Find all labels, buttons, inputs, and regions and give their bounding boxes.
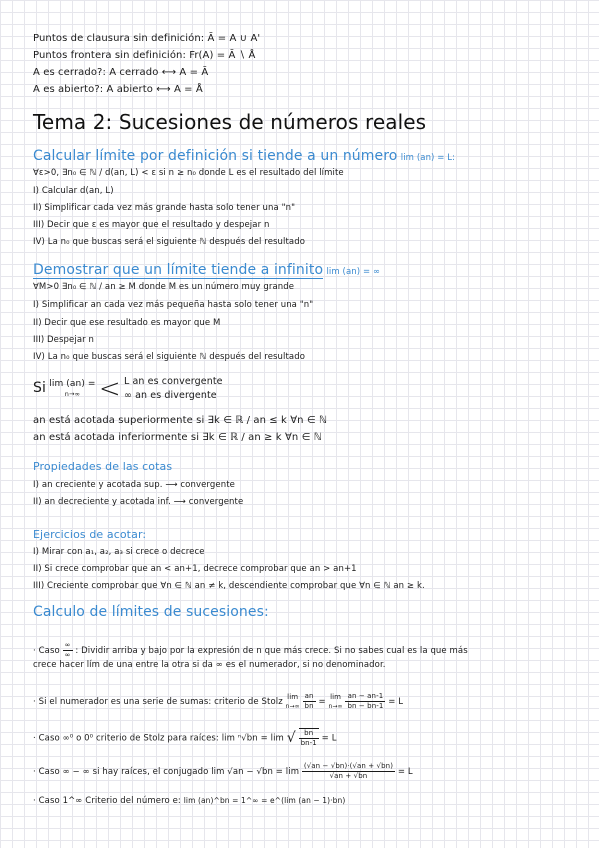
caso-1-den: ∞	[64, 651, 71, 659]
stolz-fraction-1	[303, 692, 316, 711]
section-4-item-3: III) Creciente comprobar que ∀n ∈ ℕ an ≠ k, descendiente comprobar que ∀n ∈ ℕ an ≥ k.	[33, 581, 425, 591]
section-2-heading	[33, 262, 380, 278]
caso-1-num: ∞	[64, 641, 71, 649]
limit-cases-case-2: ∞ an es divergente	[124, 390, 217, 401]
section-2-heading-math: lim (an) = ∞	[326, 267, 381, 277]
caso-e-line	[33, 796, 345, 806]
intro-line-1: Puntos de clausura sin definición: Ā = A ∪ A'	[33, 33, 261, 44]
bounded-superior: an está acotada superiormente si ∃k ∈ ℝ / an ≤ k ∀n ∈ ℕ	[33, 415, 328, 426]
section-1-step-1: I) Calcular d(an, L)	[33, 186, 114, 196]
section-1-step-4: IV) La n₀ que buscas será el siguiente ℕ después del resultado	[33, 237, 306, 247]
limit-cases-lim: lim (an) =	[49, 379, 96, 389]
section-1-heading	[33, 148, 455, 164]
caso-conj-num: (√an − √bn)·(√an + √bn)	[303, 762, 394, 770]
caso-roots-text: · Caso ∞⁰ o 0⁰ criterio de Stolz para raíces:	[33, 733, 219, 744]
limit-cases-sub: n→∞	[64, 390, 81, 398]
caso-1-text-2: crece hacer lím de una entre la otra si da ∞ es el numerador, si no denominador.	[33, 660, 386, 670]
stolz-text: · Si el numerador es una serie de sumas: criterio de Stolz	[33, 697, 283, 707]
caso-conj-text: · Caso ∞ − ∞ si hay raíces, el conjugado	[33, 767, 209, 777]
section-1-heading-math: lim (an) = L:	[400, 153, 456, 163]
stolz-equals: =	[318, 697, 326, 707]
section-4-heading: Ejercicios de acotar:	[33, 528, 147, 541]
section-2-step-4: IV) La n₀ que buscas será el siguiente ℕ después del resultado	[33, 352, 306, 362]
section-1-definition: ∀ε>0, ∃n₀ ∈ ℕ / d(an, L) < ε si n ≥ n₀ donde L es el resultado del límite	[33, 168, 344, 178]
section-2-definition: ∀M>0 ∃n₀ ∈ ℕ / an ≥ M donde M es un número muy grande	[33, 282, 295, 292]
intro-line-2: Puntos frontera sin definición: Fr(A) = Ā ∖ Å	[33, 50, 256, 61]
caso-roots-expr: lim ⁿ√bn = lim	[221, 733, 284, 744]
section-5-heading: Calculo de límites de sucesiones:	[33, 604, 269, 620]
intro-line-4: A es abierto?: A abierto ⟷ A = Å	[33, 84, 203, 95]
section-1-step-3: III) Decir que ε es mayor que el resultado y despejar n	[33, 220, 270, 230]
section-1-heading-text: Calcular límite por definición si tiende a un número	[33, 148, 398, 164]
stolz-sub: n→∞	[285, 702, 300, 710]
caso-roots-den: bn-1	[300, 739, 317, 747]
page-title: Tema 2: Sucesiones de números reales	[33, 110, 427, 134]
section-4-item-2: II) Si crece comprobar que an < an+1, decrece comprobar que an > an+1	[33, 564, 357, 574]
caso-1-line	[33, 641, 468, 660]
stolz-lim: lim	[287, 692, 299, 701]
stolz-fraction-2	[345, 692, 385, 711]
stolz-sub-2: n→∞	[328, 702, 343, 710]
caso-roots-line	[33, 728, 337, 748]
section-3-item-2: II) an decreciente y acotada inf. ⟶ convergente	[33, 497, 244, 507]
caso-conj-fraction	[302, 762, 395, 781]
caso-conj-line	[33, 762, 413, 781]
stolz-result: = L	[388, 697, 404, 707]
caso-1-label: · Caso	[33, 646, 60, 656]
section-2-step-2: II) Decir que ese resultado es mayor que M	[33, 318, 221, 328]
section-2-heading-text: Demostrar que un límite tiende a infinito	[33, 262, 324, 278]
caso-roots-fraction	[299, 728, 319, 748]
section-3-heading: Propiedades de las cotas	[33, 460, 173, 473]
section-2-step-1: I) Simplificar an cada vez más pequeña hasta solo tener una "n"	[33, 300, 314, 310]
stolz-den-2: bn − bn-1	[347, 702, 384, 710]
caso-1-text: : Dividir arriba y bajo por la expresión de n que más crece. Si no sabes cual es la que más	[75, 646, 468, 656]
limit-cases-options	[124, 375, 223, 403]
limit-cases-brace: <	[98, 374, 121, 404]
stolz-lim-2: lim	[330, 692, 342, 701]
stolz-lim-block-2	[329, 693, 343, 711]
section-4-item-1: I) Mirar con a₁, a₂, a₃ si crece o decrece	[33, 547, 205, 557]
limit-cases-lim-block	[49, 379, 95, 399]
bounded-inferior: an está acotada inferiormente si ∃k ∈ ℝ / an ≥ k ∀n ∈ ℕ	[33, 432, 322, 443]
caso-1-fraction	[63, 641, 73, 660]
section-3-item-1: I) an creciente y acotada sup. ⟶ convergente	[33, 480, 235, 490]
caso-e-text: · Caso 1^∞ Criterio del número e:	[33, 796, 181, 806]
stolz-den: bn	[304, 702, 314, 710]
caso-roots-result: = L	[321, 733, 337, 744]
stolz-lim-block	[286, 693, 300, 711]
limit-cases-prefix: Si	[33, 380, 46, 396]
caso-conj-den: √an + √bn	[329, 772, 368, 780]
stolz-line	[33, 692, 403, 711]
limit-cases-case-1: L an es convergente	[124, 376, 223, 387]
limit-cases	[33, 374, 223, 404]
intro-line-3: A es cerrado?: A cerrado ⟷ A = Ā	[33, 67, 209, 78]
caso-e-expr: lim (an)^bn = 1^∞ = e^(lim (an − 1)·bn)	[183, 796, 346, 805]
caso-roots-radical: √	[286, 730, 296, 746]
section-1-step-2: II) Simplificar cada vez más grande hasta solo tener una "n"	[33, 203, 296, 213]
stolz-num-2: an − an-1	[345, 692, 385, 702]
caso-conj-expr: lim √an − √bn = lim	[211, 767, 300, 777]
caso-conj-result: = L	[397, 767, 413, 777]
stolz-num: an	[303, 692, 316, 702]
section-2-step-3: III) Despejar n	[33, 335, 95, 345]
caso-roots-num: bn	[299, 729, 319, 739]
